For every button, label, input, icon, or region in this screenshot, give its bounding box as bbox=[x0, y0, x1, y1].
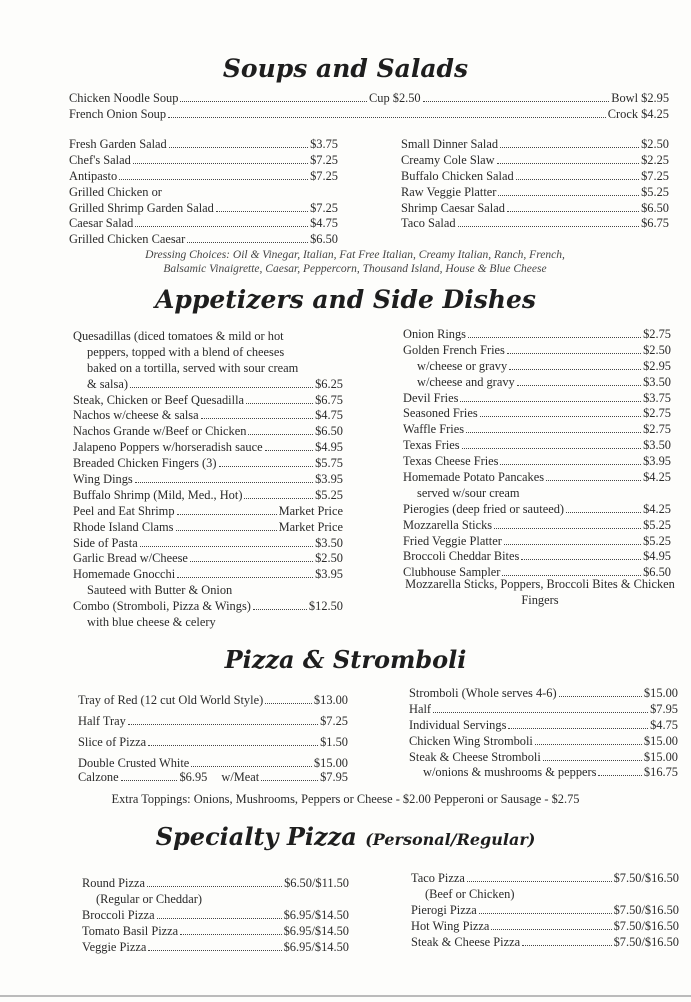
item-price: $1.50 bbox=[320, 735, 348, 749]
bottom-edge bbox=[0, 995, 691, 997]
item-price: $4.75 bbox=[310, 216, 338, 231]
menu-item bbox=[409, 686, 678, 702]
item-price: $16.75 bbox=[643, 765, 678, 780]
menu-item bbox=[411, 887, 679, 903]
menu-item bbox=[69, 169, 338, 185]
dot-leader bbox=[480, 416, 641, 417]
menu-item bbox=[411, 935, 679, 951]
item-price: $4.95 bbox=[315, 440, 343, 455]
item-name: Caesar Salad bbox=[69, 216, 134, 231]
dot-leader bbox=[177, 514, 277, 515]
item-price: $7.50/$16.50 bbox=[613, 902, 679, 917]
item-name: Buffalo Chicken Salad bbox=[401, 168, 514, 183]
menu-item bbox=[403, 375, 671, 391]
item-price: $7.25 bbox=[310, 200, 338, 215]
item-price: $6.75 bbox=[315, 392, 343, 407]
menu-item bbox=[69, 137, 338, 153]
item-price: $4.95 bbox=[643, 549, 671, 564]
menu-item bbox=[73, 361, 343, 377]
item-price: $15.00 bbox=[643, 749, 678, 764]
dot-leader bbox=[433, 712, 648, 713]
item-price: $2.50 bbox=[315, 551, 343, 566]
menu-item bbox=[73, 377, 343, 393]
dot-leader bbox=[169, 147, 308, 148]
dot-leader bbox=[244, 498, 313, 499]
menu-item bbox=[409, 718, 678, 734]
specialty-right-column bbox=[411, 871, 679, 950]
menu-item bbox=[73, 551, 343, 567]
dot-leader bbox=[535, 744, 642, 745]
item-name: Stromboli (Whole serves 4-6) bbox=[409, 686, 557, 700]
item-price: $4.75 bbox=[650, 717, 678, 732]
item-price: $6.50 bbox=[310, 232, 338, 247]
item-name: Tray of Red (12 cut Old World Style) bbox=[78, 693, 264, 707]
menu-item bbox=[78, 732, 348, 753]
item-name: Creamy Cole Slaw bbox=[401, 152, 495, 167]
item-name: Homemade Gnocchi bbox=[73, 567, 176, 582]
menu-item bbox=[401, 153, 669, 169]
item-name: Side of Pasta bbox=[73, 535, 138, 550]
menu-item bbox=[403, 359, 671, 375]
menu-item bbox=[73, 504, 343, 520]
item-name: with blue cheese & celery bbox=[87, 615, 216, 630]
dot-leader bbox=[458, 226, 640, 227]
soup-row: Chicken Noodle Soup Cup $2.50 Bowl $2.95 bbox=[69, 91, 670, 105]
dot-leader bbox=[128, 724, 318, 725]
item-price: $2.75 bbox=[643, 406, 671, 421]
specialty-left-column bbox=[82, 876, 349, 955]
dot-leader bbox=[248, 434, 313, 435]
dot-leader bbox=[201, 418, 314, 419]
item-price: $7.25 bbox=[310, 168, 338, 183]
menu-item bbox=[73, 567, 343, 583]
dot-leader bbox=[498, 195, 639, 196]
dot-leader bbox=[460, 401, 641, 402]
menu-item bbox=[411, 919, 679, 935]
dot-leader bbox=[479, 913, 612, 914]
item-name: Double Crusted White bbox=[78, 756, 190, 770]
dot-leader bbox=[133, 163, 308, 164]
dot-leader bbox=[147, 886, 282, 887]
menu-item bbox=[411, 871, 679, 887]
menu-item bbox=[73, 329, 343, 345]
dot-leader bbox=[497, 163, 640, 164]
dot-leader bbox=[265, 450, 314, 451]
item-name: Sauteed with Butter & Onion bbox=[87, 583, 233, 598]
menu-item bbox=[401, 201, 669, 217]
menu-item bbox=[403, 518, 671, 534]
dot-leader bbox=[504, 544, 641, 545]
menu-item bbox=[78, 690, 348, 711]
item-name: Mozzarella Sticks bbox=[403, 517, 493, 532]
dressing-choices: Dressing Choices: Oil & Vinegar, Italian, Fat Free Italian, Creamy Italian, Ranch, French, Balsamic Vinaigrette, Caesar, Peppercorn, Thousand Island, House & Blue Cheese bbox=[145, 249, 565, 275]
item-price: $6.75 bbox=[641, 216, 669, 231]
item-name: Jalapeno Poppers w/horseradish sauce bbox=[73, 440, 263, 455]
menu-item bbox=[409, 765, 678, 781]
item-name: Onion Rings bbox=[403, 327, 466, 341]
soup-row: French Onion Soup Crock $4.25 bbox=[69, 106, 669, 121]
item-price: $6.50 bbox=[643, 565, 671, 580]
dot-leader bbox=[491, 929, 611, 930]
dot-leader bbox=[522, 945, 612, 946]
item-name: Quesadillas (diced tomatoes & mild or hot bbox=[73, 329, 284, 343]
dot-leader bbox=[246, 403, 313, 404]
item-name: Round Pizza bbox=[82, 876, 145, 890]
salads-left-column bbox=[69, 137, 338, 248]
item-name: Clubhouse Sampler bbox=[403, 565, 501, 580]
item-name: Steak & Cheese Pizza bbox=[411, 934, 521, 949]
menu-item bbox=[73, 583, 343, 599]
item-name: Pierogies (deep fried or sauteed) bbox=[403, 501, 565, 516]
item-price: $3.50 bbox=[643, 374, 671, 389]
dot-leader bbox=[507, 211, 639, 212]
item-price: $3.75 bbox=[643, 390, 671, 405]
item-name: Homemade Potato Pancakes bbox=[403, 470, 545, 485]
item-price: $6.50 bbox=[315, 424, 343, 439]
sampler-note: Mozzarella Sticks, Poppers, Broccoli Bites & Chicken Fingers bbox=[405, 577, 675, 607]
item-name: Antipasto bbox=[69, 168, 118, 183]
dot-leader bbox=[543, 760, 642, 761]
item-price: $5.25 bbox=[643, 517, 671, 532]
dot-leader bbox=[148, 950, 281, 951]
menu-item bbox=[401, 169, 669, 185]
menu-item bbox=[73, 408, 343, 424]
item-price: $7.25 bbox=[320, 714, 348, 728]
item-name: Waffle Fries bbox=[403, 422, 465, 437]
item-name: Grilled Chicken Caesar bbox=[69, 232, 186, 247]
salads-right-column bbox=[401, 137, 669, 232]
menu-item bbox=[69, 185, 338, 201]
item-name: Wing Dings bbox=[73, 472, 133, 487]
dot-leader bbox=[130, 387, 313, 388]
dot-leader bbox=[157, 918, 282, 919]
dot-leader bbox=[516, 179, 639, 180]
menu-item bbox=[73, 472, 343, 488]
menu-item bbox=[411, 903, 679, 919]
item-name: Shrimp Caesar Salad bbox=[401, 200, 505, 215]
dot-leader bbox=[265, 703, 312, 704]
dot-leader bbox=[219, 466, 314, 467]
dot-leader bbox=[500, 464, 641, 465]
menu-item bbox=[403, 454, 671, 470]
item-name: Chef's Salad bbox=[69, 152, 131, 167]
dot-leader bbox=[119, 179, 308, 180]
menu-item bbox=[403, 438, 671, 454]
dot-leader bbox=[598, 775, 641, 776]
item-name: Fried Veggie Platter bbox=[403, 533, 502, 548]
item-name: Grilled Shrimp Garden Salad bbox=[69, 200, 214, 215]
dot-leader bbox=[494, 528, 641, 529]
dot-leader bbox=[216, 211, 308, 212]
item-name: peppers, topped with a blend of cheeses bbox=[87, 344, 285, 359]
item-name: Rhode Island Clams bbox=[73, 519, 174, 534]
item-name: Raw Veggie Platter bbox=[401, 184, 497, 199]
dot-leader bbox=[190, 561, 313, 562]
item-price: $3.95 bbox=[315, 472, 343, 487]
menu-item bbox=[401, 185, 669, 201]
item-name: Broccoli Pizza bbox=[82, 907, 155, 922]
menu-item bbox=[403, 502, 671, 518]
item-price: $2.75 bbox=[643, 422, 671, 437]
item-name: baked on a tortilla, served with sour cream bbox=[87, 360, 299, 375]
item-price: $2.25 bbox=[641, 152, 669, 167]
item-price: $13.00 bbox=[313, 693, 348, 707]
item-name: Steak & Cheese Stromboli bbox=[409, 749, 541, 764]
dot-leader bbox=[466, 432, 641, 433]
item-name: Slice of Pizza bbox=[78, 735, 147, 749]
pizza-left-column bbox=[78, 690, 348, 774]
menu-item bbox=[69, 201, 338, 217]
item-name: Peel and Eat Shrimp bbox=[73, 503, 175, 518]
menu-item bbox=[69, 232, 338, 248]
menu-item bbox=[73, 520, 343, 536]
item-name: Grilled Chicken or bbox=[69, 184, 162, 199]
menu-item bbox=[73, 424, 343, 440]
menu-item bbox=[401, 216, 669, 232]
menu-item bbox=[82, 892, 349, 908]
menu-item bbox=[82, 908, 349, 924]
menu-item bbox=[403, 391, 671, 407]
menu-item bbox=[403, 422, 671, 438]
dot-leader bbox=[176, 530, 277, 531]
menu-item bbox=[82, 940, 349, 956]
menu-item bbox=[73, 488, 343, 504]
item-price: $5.25 bbox=[643, 533, 671, 548]
item-name: Texas Fries bbox=[403, 438, 460, 453]
dot-leader bbox=[177, 577, 313, 578]
menu-item bbox=[73, 599, 343, 615]
item-name: w/onions & mushrooms & peppers bbox=[423, 765, 597, 780]
item-name: Buffalo Shrimp (Mild, Med., Hot) bbox=[73, 487, 243, 502]
item-name: Taco Pizza bbox=[411, 871, 465, 885]
item-name: Pierogi Pizza bbox=[411, 902, 477, 917]
menu-item bbox=[409, 734, 678, 750]
item-price: $6.25 bbox=[315, 376, 343, 391]
menu-item bbox=[73, 393, 343, 409]
menu-item bbox=[73, 456, 343, 472]
item-price: $3.95 bbox=[315, 567, 343, 582]
item-price: Market Price bbox=[278, 519, 343, 534]
dot-leader bbox=[135, 482, 313, 483]
dot-leader bbox=[468, 337, 641, 338]
item-name: w/cheese and gravy bbox=[417, 374, 515, 389]
item-price: $2.75 bbox=[643, 327, 671, 341]
dot-leader bbox=[135, 226, 308, 227]
item-name: Half Tray bbox=[78, 714, 126, 728]
item-name: Texas Cheese Fries bbox=[403, 454, 499, 469]
item-name: & salsa) bbox=[87, 376, 128, 391]
menu-item bbox=[73, 615, 343, 631]
item-name: (Beef or Chicken) bbox=[425, 886, 515, 901]
item-name: Chicken Wing Stromboli bbox=[409, 733, 533, 748]
item-name: Breaded Chicken Fingers (3) bbox=[73, 456, 217, 471]
dot-leader bbox=[509, 369, 641, 370]
appetizers-left-column bbox=[73, 329, 343, 631]
item-price: $7.50/$16.50 bbox=[613, 918, 679, 933]
menu-item bbox=[78, 711, 348, 732]
dot-leader bbox=[462, 448, 642, 449]
dot-leader bbox=[253, 609, 307, 610]
soups-salads-heading: Soups and Salads bbox=[222, 54, 469, 83]
item-price: $3.50 bbox=[315, 535, 343, 550]
menu-item bbox=[403, 406, 671, 422]
item-name: (Regular or Cheddar) bbox=[96, 891, 202, 906]
menu-item bbox=[82, 924, 349, 940]
menu-item bbox=[401, 137, 669, 153]
item-name: Nachos w/cheese & salsa bbox=[73, 408, 199, 423]
item-name: Half bbox=[409, 701, 432, 716]
menu-item bbox=[69, 216, 338, 232]
dot-leader bbox=[140, 546, 313, 547]
item-name: Hot Wing Pizza bbox=[411, 918, 490, 933]
item-name: Garlic Bread w/Cheese bbox=[73, 551, 188, 566]
menu-item bbox=[403, 343, 671, 359]
item-name: Steak, Chicken or Beef Quesadilla bbox=[73, 392, 245, 407]
pizza-stromboli-heading: Pizza & Stromboli bbox=[224, 645, 467, 674]
menu-item bbox=[403, 549, 671, 565]
item-price: $4.25 bbox=[643, 470, 671, 485]
menu-item bbox=[403, 470, 671, 486]
menu-item bbox=[82, 876, 349, 892]
dot-leader bbox=[521, 559, 641, 560]
item-price: $7.25 bbox=[310, 152, 338, 167]
item-price: $2.95 bbox=[643, 358, 671, 373]
menu-item bbox=[73, 345, 343, 361]
appetizers-heading: Appetizers and Side Dishes bbox=[155, 285, 536, 314]
item-name: served w/sour cream bbox=[417, 485, 520, 500]
item-price: $7.50/$16.50 bbox=[613, 934, 679, 949]
item-name: Tomato Basil Pizza bbox=[82, 923, 179, 938]
dot-leader bbox=[500, 147, 639, 148]
menu-item bbox=[403, 327, 671, 343]
item-price: $3.95 bbox=[643, 454, 671, 469]
dot-leader bbox=[467, 881, 612, 882]
specialty-pizza-heading: Specialty Pizza (Personal/Regular) bbox=[155, 822, 536, 851]
dot-leader bbox=[148, 745, 318, 746]
dot-leader bbox=[187, 242, 308, 243]
item-name: Nachos Grande w/Beef or Chicken bbox=[73, 424, 247, 439]
item-name: Fresh Garden Salad bbox=[69, 137, 167, 151]
item-price: $3.75 bbox=[310, 137, 338, 151]
item-price: $6.50 bbox=[641, 200, 669, 215]
item-name: Broccoli Cheddar Bites bbox=[403, 549, 520, 564]
item-price: $2.50 bbox=[643, 342, 671, 357]
menu-item bbox=[403, 534, 671, 550]
item-name: w/cheese or gravy bbox=[417, 358, 508, 373]
item-price: $12.50 bbox=[308, 599, 343, 614]
item-price: $15.00 bbox=[643, 733, 678, 748]
item-name: Golden French Fries bbox=[403, 342, 505, 357]
dot-leader bbox=[517, 385, 641, 386]
item-price: $4.25 bbox=[643, 501, 671, 516]
menu-item bbox=[73, 440, 343, 456]
dot-leader bbox=[508, 728, 648, 729]
item-name: Veggie Pizza bbox=[82, 939, 147, 954]
item-price: $6.95/$14.50 bbox=[283, 907, 349, 922]
item-price: $5.75 bbox=[315, 456, 343, 471]
item-price: $5.25 bbox=[641, 184, 669, 199]
soups-block bbox=[69, 91, 669, 123]
item-price: Market Price bbox=[278, 503, 343, 518]
menu-item bbox=[409, 750, 678, 766]
stromboli-right-column bbox=[409, 686, 678, 781]
item-name: Small Dinner Salad bbox=[401, 137, 499, 151]
dot-leader bbox=[559, 696, 642, 697]
item-price: $7.25 bbox=[641, 168, 669, 183]
item-price: $4.75 bbox=[315, 408, 343, 423]
item-name: Seasoned Fries bbox=[403, 406, 478, 421]
item-price: $3.50 bbox=[643, 438, 671, 453]
extra-toppings: Extra Toppings: Onions, Mushrooms, Peppers or Cheese - $2.00 Pepperoni or Sausage - $2.75 bbox=[111, 792, 580, 806]
menu-item bbox=[403, 486, 671, 502]
item-price: $15.00 bbox=[313, 756, 348, 770]
item-price: $6.50/$11.50 bbox=[284, 876, 349, 890]
menu-item bbox=[69, 153, 338, 169]
dot-leader bbox=[566, 512, 641, 513]
dot-leader bbox=[546, 480, 641, 481]
item-price: $6.95/$14.50 bbox=[283, 923, 349, 938]
appetizers-right-column bbox=[403, 327, 671, 581]
item-name: Combo (Stromboli, Pizza & Wings) bbox=[73, 599, 251, 614]
item-price: $5.25 bbox=[315, 487, 343, 502]
item-price: $7.95 bbox=[650, 701, 678, 716]
item-price: $7.50/$16.50 bbox=[613, 871, 679, 885]
item-name: Individual Servings bbox=[409, 717, 507, 732]
item-name: Taco Salad bbox=[401, 216, 456, 231]
menu-item bbox=[73, 536, 343, 552]
item-price: $6.95/$14.50 bbox=[283, 939, 349, 954]
calzone-row-wrap bbox=[78, 770, 348, 786]
dot-leader bbox=[191, 766, 312, 767]
item-name: Devil Fries bbox=[403, 390, 459, 405]
menu-item bbox=[409, 702, 678, 718]
dot-leader bbox=[180, 934, 281, 935]
dot-leader bbox=[507, 353, 641, 354]
calzone-row: Calzone $6.95 w/Meat $7.95 bbox=[78, 770, 348, 784]
item-price: $2.50 bbox=[641, 137, 669, 151]
item-price: $15.00 bbox=[643, 686, 678, 700]
